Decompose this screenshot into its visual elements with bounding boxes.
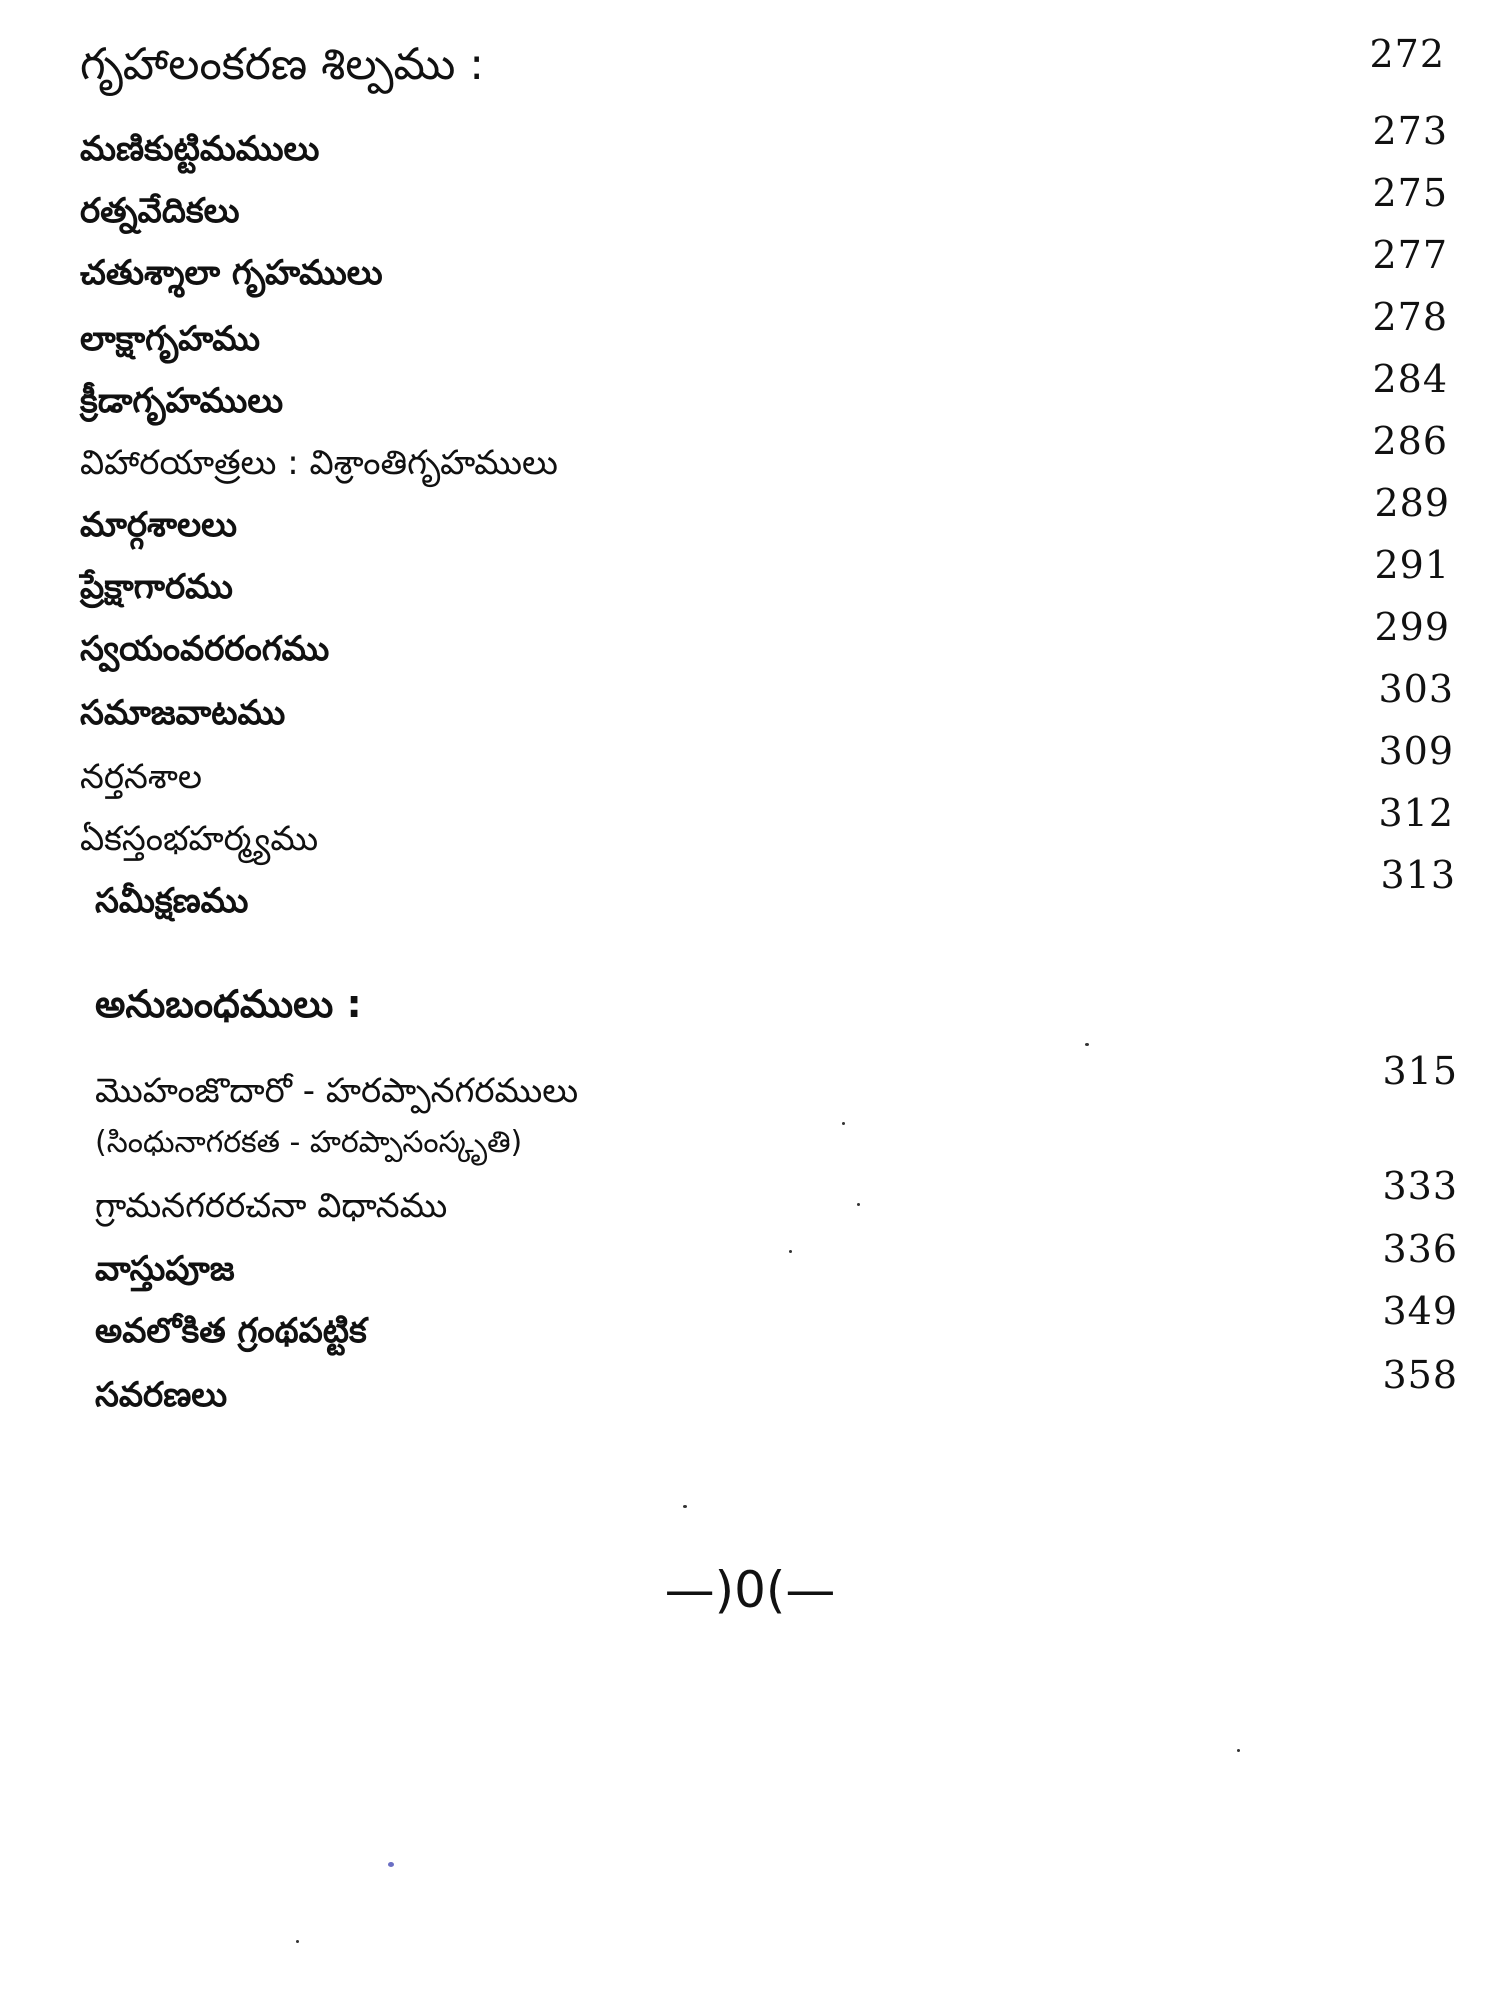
page-number: 313 — [1380, 853, 1456, 897]
entry-title: వాస్తుపూజ — [95, 1249, 235, 1289]
page-number: 349 — [1382, 1289, 1458, 1333]
section-heading-row — [0, 982, 1500, 1045]
page-number: 333 — [1382, 1164, 1458, 1208]
page-number: 299 — [1374, 605, 1450, 649]
toc-entry — [0, 109, 1500, 172]
section-heading: గృహాలంకరణ శిల్పము : — [80, 39, 485, 90]
toc-entry — [0, 1227, 1500, 1290]
entry-title: సమాజవాటము — [80, 693, 286, 733]
page-number: 309 — [1378, 729, 1454, 773]
entry-title: స్వయంవరరంగము — [80, 629, 330, 669]
entry-title: సవరణలు — [95, 1375, 228, 1415]
scan-speck — [683, 1505, 687, 1508]
scan-speck — [842, 1122, 845, 1125]
entry-title: నర్తనశాల — [80, 757, 202, 797]
entry-title: (సింధునాగరకత - హరప్పాసంస్కృతి) — [95, 1125, 523, 1160]
page-number: 278 — [1372, 295, 1448, 339]
toc-entry — [0, 667, 1500, 733]
page-number: 291 — [1374, 543, 1450, 587]
entry-title: మణికుట్టిమములు — [80, 129, 320, 169]
toc-entry — [0, 543, 1500, 607]
section-heading-row — [0, 32, 1500, 95]
toc-entry — [0, 605, 1500, 669]
scan-speck — [388, 1862, 394, 1867]
entry-title: గ్రామనగరరచనా విధానము — [95, 1186, 448, 1226]
section-heading: అనుబంధములు : — [95, 982, 362, 1026]
entry-title: క్రీడాగృహములు — [80, 381, 284, 421]
toc-entry — [0, 295, 1500, 359]
page-number: 284 — [1372, 357, 1448, 401]
entry-title: సమీక్షణము — [95, 881, 249, 921]
scan-speck — [789, 1250, 792, 1253]
toc-entry — [0, 1049, 1500, 1112]
toc-entry — [0, 171, 1500, 234]
toc-entry — [0, 419, 1500, 483]
entry-title: రత్నవేదికలు — [80, 191, 240, 231]
entry-title: విహారయాత్రలు : విశ్రాంతిగృహములు — [80, 443, 558, 483]
entry-title: మొహంజొదారో - హరప్పానగరములు — [95, 1071, 579, 1111]
entry-title: ప్రేక్షాగారము — [80, 567, 233, 607]
toc-entry — [0, 1164, 1500, 1227]
toc-entry — [0, 729, 1500, 797]
entry-title: మార్గశాలలు — [80, 505, 238, 545]
page-number: 273 — [1372, 109, 1448, 153]
toc-entry — [0, 233, 1500, 296]
toc-entry — [0, 853, 1500, 921]
entry-title: ఏకస్తంభహర్మ్యము — [80, 819, 319, 859]
toc-entry — [0, 791, 1500, 859]
scan-speck — [296, 1940, 299, 1943]
scan-speck — [1085, 1043, 1089, 1046]
entry-title: అవలోకిత గ్రంథపట్టిక — [95, 1311, 367, 1351]
page-number: 312 — [1378, 791, 1454, 835]
end-ornament: —)0(— — [664, 1561, 836, 1619]
page-number: 275 — [1372, 171, 1448, 215]
entry-title: లాక్షాగృహము — [80, 319, 260, 359]
page-number: 358 — [1382, 1353, 1458, 1397]
scan-speck — [857, 1203, 860, 1206]
page-number: 315 — [1382, 1049, 1458, 1093]
toc-entry — [0, 357, 1500, 421]
page-number: 303 — [1378, 667, 1454, 711]
page-number: 272 — [1369, 32, 1445, 76]
scan-speck — [1237, 1749, 1240, 1752]
page-number: 289 — [1374, 481, 1450, 525]
toc-entry — [0, 481, 1500, 545]
toc-entry — [0, 1289, 1500, 1352]
toc-entry — [0, 1353, 1500, 1416]
page-number: 336 — [1382, 1227, 1458, 1271]
page-number: 286 — [1372, 419, 1448, 463]
page-number: 277 — [1372, 233, 1448, 277]
entry-title: చతుశ్శాలా గృహములు — [80, 253, 383, 293]
